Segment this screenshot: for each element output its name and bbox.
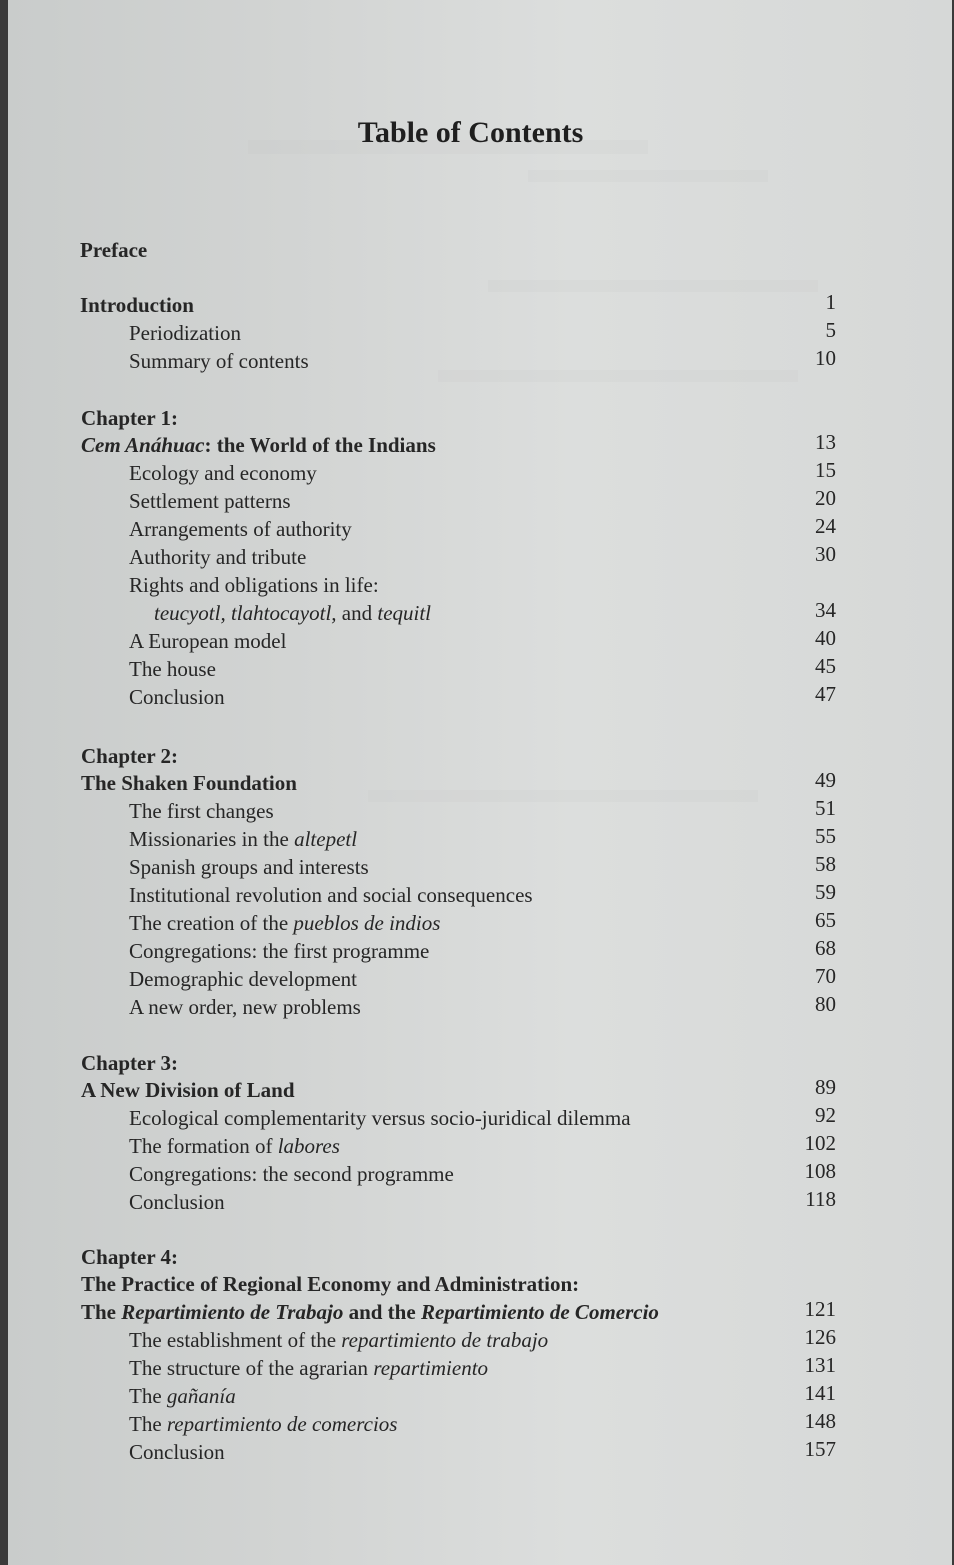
toc-entry <box>129 937 429 965</box>
toc-entry <box>129 993 361 1021</box>
page-number: 108 <box>804 1159 836 1183</box>
italic-term: altepetl <box>294 827 358 851</box>
text-run: The Practice of Regional Economy and Administration: <box>81 1272 580 1296</box>
page-number: 118 <box>805 1187 836 1211</box>
page-number: 80 <box>815 992 836 1016</box>
page-number: 89 <box>815 1075 836 1099</box>
chapter-2-label: Chapter 2: <box>81 744 179 768</box>
toc-entry <box>129 627 286 655</box>
toc-entry <box>129 1132 340 1160</box>
text-run: Authority and tribute <box>129 545 307 569</box>
page-number: 47 <box>815 682 836 706</box>
toc-entry <box>129 853 369 881</box>
text-run: Ecological complementarity versus socio-juridical dilemma <box>129 1106 631 1130</box>
page-number: 15 <box>815 458 836 482</box>
toc-entry <box>129 1104 631 1132</box>
chapter-1-title <box>81 431 436 459</box>
toc-entry <box>129 965 357 993</box>
text-run: The first changes <box>129 799 274 823</box>
text-run: The house <box>129 657 216 681</box>
text-run: Ecology and economy <box>129 461 317 485</box>
toc-entry <box>129 881 533 909</box>
text-run: A European model <box>129 629 287 653</box>
page-number: 141 <box>804 1381 836 1405</box>
italic-term: pueblos de indios <box>293 911 441 935</box>
page-number: 102 <box>804 1131 836 1155</box>
toc-entry <box>129 1326 548 1354</box>
italic-term: Cem Anáhuac <box>81 433 205 457</box>
toc-entry <box>129 459 317 487</box>
page-number: 13 <box>815 430 836 454</box>
page-number: 68 <box>815 936 836 960</box>
italic-term: Repartimiento de Trabajo <box>121 1300 344 1324</box>
toc-entry: Summary of contents <box>129 349 309 373</box>
italic-term: tequitl <box>377 601 432 625</box>
text-run: The formation of <box>129 1134 278 1158</box>
italic-term: repartimiento <box>373 1356 489 1380</box>
page-number: 126 <box>804 1325 836 1349</box>
toc-entry <box>129 1160 454 1188</box>
text-run: and the <box>343 1300 421 1324</box>
toc-entry <box>129 1438 225 1466</box>
toc-entry <box>129 1410 397 1438</box>
page-number: 58 <box>815 852 836 876</box>
chapter-3-title <box>81 1076 295 1104</box>
chapter-1-label: Chapter 1: <box>81 406 179 430</box>
italic-term: repartimiento de comercios <box>166 1412 398 1436</box>
text-run: Conclusion <box>129 1190 225 1214</box>
text-run: Conclusion <box>129 1440 225 1464</box>
page-number: 40 <box>815 626 836 650</box>
page-number: 92 <box>815 1103 836 1127</box>
page-number: 49 <box>815 768 836 792</box>
text-run: The structure of the agrarian <box>129 1356 374 1380</box>
text-run: The establishment of the <box>129 1328 342 1352</box>
page-number: 131 <box>804 1353 836 1377</box>
show-through-mark <box>528 170 768 182</box>
toc-entry <box>129 655 216 683</box>
chapter-4-label: Chapter 4: <box>81 1245 179 1269</box>
italic-term: teucyotl, tlahtocayotl, <box>154 601 337 625</box>
page-number: 59 <box>815 880 836 904</box>
text-run: Missionaries in the <box>129 827 295 851</box>
toc-entry <box>129 825 357 853</box>
text-run: Institutional revolution and social consequences <box>129 883 533 907</box>
text-run: The creation of the <box>129 911 294 935</box>
chapter-4-title-line <box>81 1270 579 1298</box>
page-number: 51 <box>815 796 836 820</box>
text-run: Demographic development <box>129 967 358 991</box>
toc-entry <box>129 1354 488 1382</box>
text-run: The <box>81 1300 122 1324</box>
page-number: 70 <box>815 964 836 988</box>
italic-term: Repartimiento de Comercio <box>420 1300 659 1324</box>
text-run: The <box>129 1412 167 1436</box>
page-number: 20 <box>815 486 836 510</box>
page-number: 24 <box>815 514 836 538</box>
text-run: and <box>336 601 378 625</box>
page-number: 157 <box>804 1437 836 1461</box>
text-run: Congregations: the first programme <box>129 939 430 963</box>
toc-entry <box>129 683 225 711</box>
preface-heading: Preface <box>80 238 148 262</box>
show-through-mark <box>438 370 798 382</box>
toc-entry <box>129 487 291 515</box>
text-run: Rights and obligations in life: <box>129 573 379 597</box>
text-run: A New Division of Land <box>81 1078 295 1102</box>
page-number: 30 <box>815 542 836 566</box>
text-run: Arrangements of authority <box>129 517 352 541</box>
toc-entry <box>129 571 379 599</box>
page-title: Table of Contents <box>357 116 584 149</box>
italic-term: gañanía <box>166 1384 236 1408</box>
chapter-4-title-line <box>81 1298 659 1326</box>
page-number: 5 <box>825 318 836 342</box>
text-run: Conclusion <box>129 685 225 709</box>
page-number: 148 <box>804 1409 836 1433</box>
page-number: 45 <box>815 654 836 678</box>
italic-term: labores <box>277 1134 340 1158</box>
text-run: Spanish groups and interests <box>129 855 369 879</box>
page-number: 65 <box>815 908 836 932</box>
toc-entry <box>129 543 306 571</box>
show-through-mark <box>488 280 818 292</box>
italic-term: repartimiento de trabajo <box>341 1328 549 1352</box>
chapter-3-label: Chapter 3: <box>81 1051 179 1075</box>
text-run: : the World of the Indians <box>204 433 436 457</box>
page-number: 34 <box>815 598 836 622</box>
text-run: A new order, new problems <box>129 995 361 1019</box>
toc-entry <box>154 599 431 627</box>
toc-entry <box>129 909 440 937</box>
toc-entry <box>129 797 274 825</box>
text-run: The <box>129 1384 167 1408</box>
toc-entry <box>129 1382 236 1410</box>
show-through-mark <box>368 790 758 802</box>
toc-entry: Periodization <box>129 321 241 345</box>
page-number: 1 <box>825 290 836 314</box>
page-number: 121 <box>804 1297 836 1321</box>
page-number: 10 <box>815 346 836 370</box>
text-run: Settlement patterns <box>129 489 291 513</box>
page-number: 55 <box>815 824 836 848</box>
text-run: The Shaken Foundation <box>81 771 297 795</box>
introduction-heading: Introduction <box>80 293 194 317</box>
toc-entry <box>129 515 352 543</box>
chapter-2-title <box>81 769 297 797</box>
book-page <box>8 0 952 1565</box>
toc-entry <box>129 1188 225 1216</box>
text-run: Congregations: the second programme <box>129 1162 454 1186</box>
